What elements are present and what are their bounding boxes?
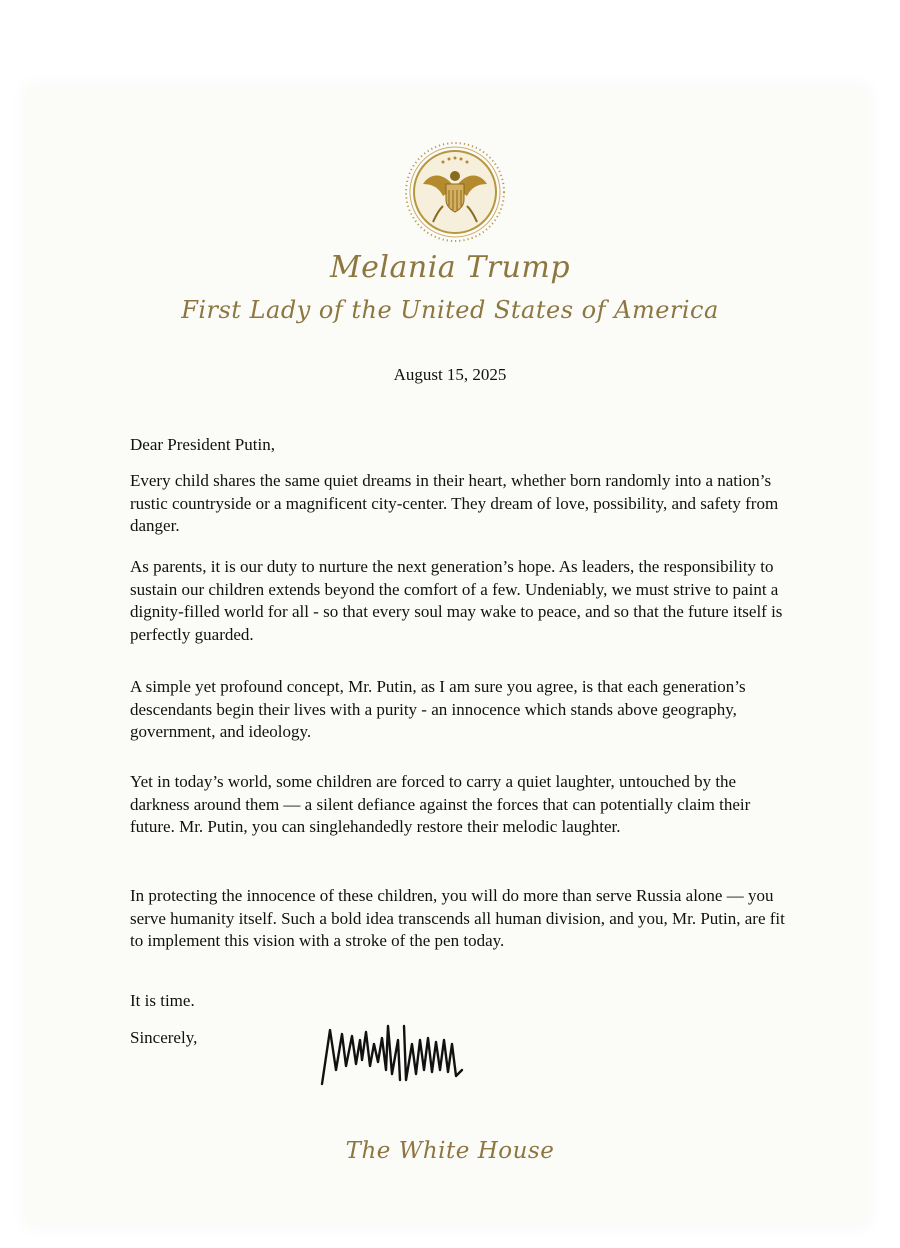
paragraph-2	[130, 556, 790, 646]
paragraph-4-text: Yet in today’s world, some children are forced to carry a quiet laughter, untouched by the darkness around them — a silent defiance against the forces that can potentially claim their future. Mr. Putin, you can singlehandedly restore their melodic laughter.	[130, 772, 751, 836]
paragraph-3-text: A simple yet profound concept, Mr. Putin, as I am sure you agree, is that each generation’s descendants begin their lives with a purity - an innocence which stands above geography, government, and ideology.	[130, 677, 746, 741]
paragraph-2-text: As parents, it is our duty to nurture the next generation’s hope. As leaders, the responsibility to sustain our children extends beyond the comfort of a few. Undeniably, we must strive to paint a dignity-filled world for all - so that every soul may wake to peace, and so that the future itself is perfectly guarded.	[130, 557, 783, 644]
closing-line-text: It is time.	[130, 991, 195, 1010]
presidential-seal-icon	[403, 140, 507, 244]
paragraph-4	[130, 771, 790, 839]
handwritten-signature-icon	[316, 1010, 476, 1092]
letterhead-title: First Lady of the United States of America	[181, 296, 719, 324]
signoff-text: Sincerely,	[130, 1028, 198, 1047]
salutation-text: Dear President Putin,	[130, 435, 275, 454]
paragraph-1-text: Every child shares the same quiet dreams in their heart, whether born randomly into a nation’s rustic countryside or a magnificent city-center. They dream of love, possibility, and safety from danger.	[130, 471, 779, 535]
paragraph-5-text: In protecting the innocence of these children, you will do more than serve Russia alone — you serve humanity itself. Such a bold idea transcends all human division, and you, Mr. Putin, are fit to implement this vision with a stroke of the pen today.	[130, 886, 785, 950]
paragraph-1	[130, 470, 790, 538]
salutation	[130, 434, 790, 457]
paragraph-3	[130, 676, 790, 744]
letterhead-name: Melania Trump	[329, 250, 571, 285]
paragraph-5	[130, 885, 790, 953]
footer-the-white-house: The White House	[345, 1138, 555, 1164]
letter-date: August 15, 2025	[393, 365, 507, 384]
